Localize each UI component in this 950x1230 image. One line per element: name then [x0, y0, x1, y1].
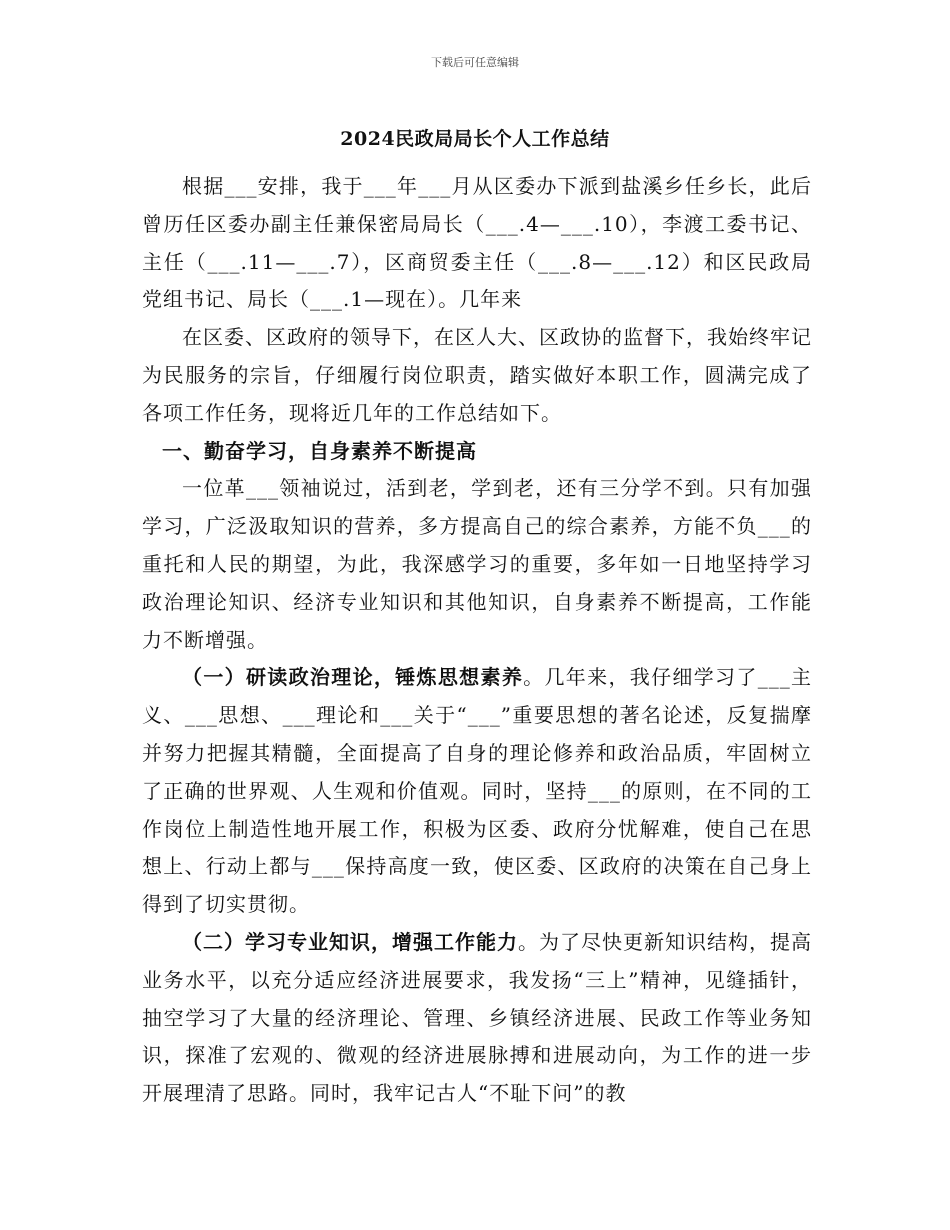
paragraph-professional-knowledge [142, 924, 812, 1113]
document-title: 2024民政局局长个人工作总结 [340, 128, 610, 150]
paragraph-professional-knowledge-text: 。为了尽快更新知识结构，提高业务水平，以充分适应经济进展要求，我发扬“三上”精神，见缝插针，抽空学习了大量的经济理论、管理、乡镇经济进展、民政工作等业务知识，探准了宏观的、微观的经济进展脉搏和进展动向，为工作的进一步开展理清了思路。同时，我牢记古人“不耻下问”的教 [142, 929, 812, 1106]
paragraph-study: 一位革___领袖说过，活到老，学到老，还有三分学不到。只有加强学习，广泛汲取知识的营养，多方提高自己的综合素养，方能不负___的重托和人民的期望，为此，我深感学习的重要，多年如一日地坚持学习政治理论知识、经济专业知识和其他知识，自身素养不断提高，工作能力不断增强。 [142, 476, 812, 652]
document-body [142, 168, 812, 1113]
paragraph-intro: 根据___安排，我于___年___月从区委办下派到盐溪乡任乡长，此后曾历任区委办副主任兼保密局局长（___.4—___.10），李渡工委书记、主任（___.11—___.7），区商贸委主任（___.8—___.12）和区民政局党组书记、局长（___.1—现在）。几年来 [142, 174, 812, 312]
paragraph-political-theory [142, 659, 812, 924]
paragraph-summary: 在区委、区政府的领导下，在区人大、区政协的监督下，我始终牢记为民服务的宗旨，仔细履行岗位职责，踏实做好本职工作，圆满完成了各项工作任务，现将近几年的工作总结如下。 [142, 325, 812, 425]
subheading-political-theory: （一）研读政治理论，锤炼思想素养 [182, 665, 524, 690]
section-heading-1: 一、勤奋学习，自身素养不断提高 [162, 438, 477, 463]
paragraph-political-theory-text: 。几年来，我仔细学习了___主义、___思想、___理论和___关于“___”重要思想的著名论述，反复揣摩并努力把握其精髓，全面提高了自身的理论修养和政治品质，牢固树立了正确的世界观、人生观和价值观。同时，坚持___的原则，在不同的工作岗位上制造性地开展工作，积极为区委、政府分忧解难，使自己在思想上、行动上都与___保持高度一致，使区委、区政府的决策在自己身上得到了切实贯彻。 [142, 665, 813, 917]
page-header-note: 下载后可任意编辑 [431, 56, 519, 69]
subheading-professional-knowledge: （二）学习专业知识，增强工作能力 [182, 929, 518, 954]
